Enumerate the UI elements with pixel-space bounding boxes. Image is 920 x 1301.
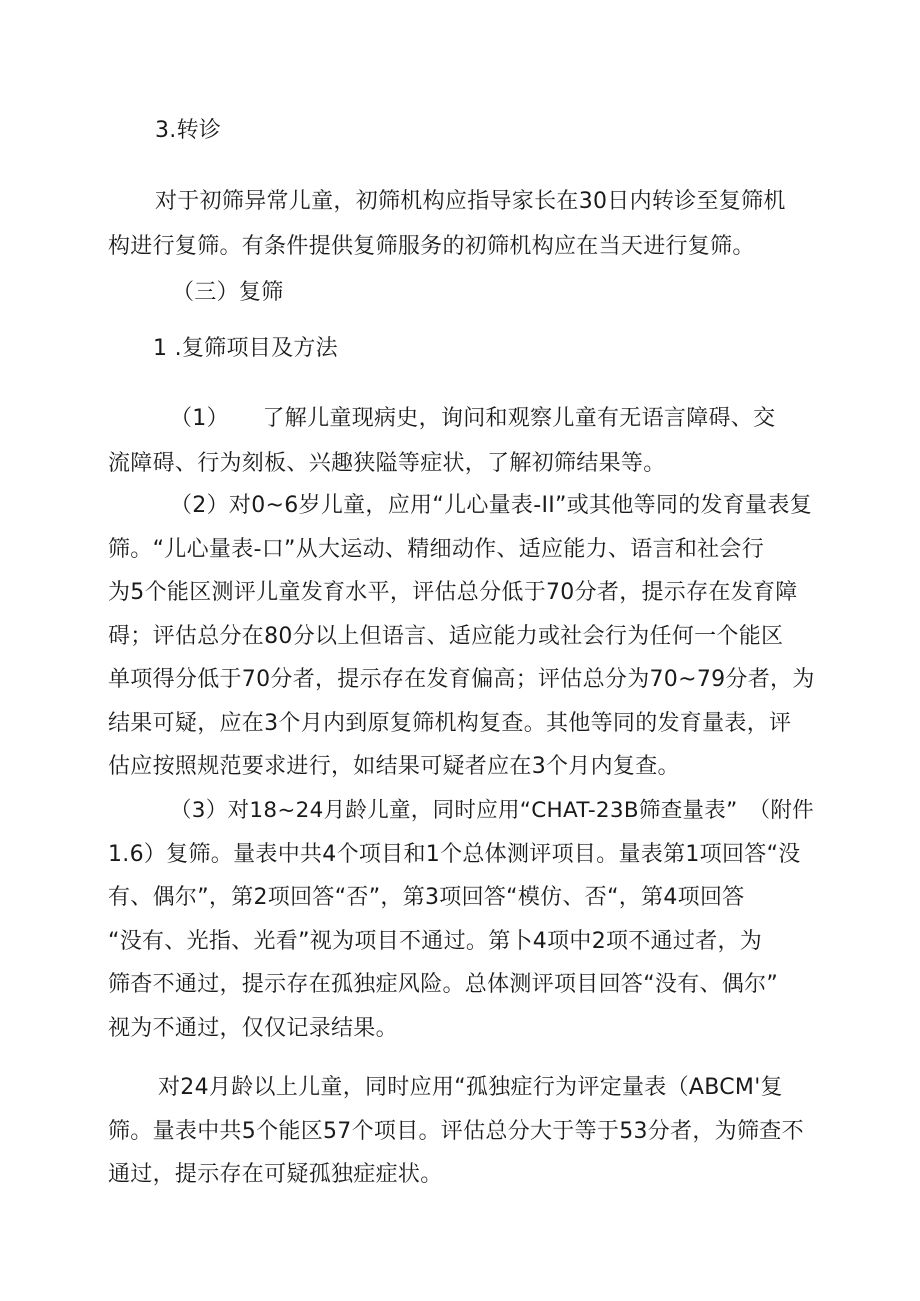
referral-line-2: 构进行复筛。有条件提供复筛服务的初筛机构应在当天进行复筛。 <box>108 234 755 259</box>
p1-line-2: 流障碍、行为刻板、兴趣狭隘等症状，了解初筛结果等。 <box>108 451 666 476</box>
referral-line-1: 对于初筛异常儿童，初筛机构应指导家长在30日内转诊至复筛机 <box>155 189 786 214</box>
p2-line-4: 碍；评估总分在80分以上但语言、适应能力或社会行为任何一个能区 <box>108 624 784 649</box>
heading-referral: 3.转诊 <box>155 118 222 143</box>
p3-line-5: 筛杳不通过，提示存在孤独症风险。总体测评项目回答“没有、偶尔” <box>108 972 779 997</box>
heading-section-3: （三）复筛 <box>172 280 284 305</box>
p3-line-4: “没有、光指、光看”视为项目不通过。第卜4项中2项不通过者，为 <box>108 929 763 954</box>
p2-line-7: 估应按照规范要求进行，如结果可疑者应在3个月内复查。 <box>108 754 680 779</box>
p3-line-1: （3）对18~24月龄儿童，同时应用“CHAT-23B筛查量表” （附件 <box>170 798 814 823</box>
p1-line-1: （1） 了解儿童现病史，询问和观察儿童有无语言障碍、交 <box>170 406 776 431</box>
p3-line-6: 视为不通过，仅仅记录结果。 <box>108 1016 398 1041</box>
p3-line-2: 1.6）复筛。量表中共4个项目和1个总体测评项目。量表第1项回答“没 <box>108 842 801 867</box>
p4-line-3: 通过，提示存在可疑孤独症症状。 <box>108 1162 443 1187</box>
heading-items-methods: 1 .复筛项目及方法 <box>153 336 338 361</box>
p4-line-1: 对24月龄以上儿童，同时应用“孤独症行为评定量表（ABCM'复 <box>158 1075 783 1100</box>
p2-line-2: 筛。“儿心量表-口”从大运动、精细动作、适应能力、语言和社会行 <box>108 537 765 562</box>
p2-line-5: 单项得分低于70分者，提示存在发育偏高；评估总分为70~79分者，为 <box>108 667 815 692</box>
p4-line-2: 筛。量表中共5个能区57个项目。评估总分大于等于53分者，为筛查不 <box>108 1119 804 1144</box>
p3-line-3: 有、偶尔”，第2项回答“否”，第3项回答“模仿、否“，第4项回答 <box>108 885 745 910</box>
p2-line-3: 为5个能区测评儿童发育水平，评估总分低于70分者，提示存在发育障 <box>108 580 798 605</box>
p2-line-6: 结果可疑，应在3个月内到原复筛机构复查。其他等同的发育量表，评 <box>108 711 792 736</box>
p2-line-1: （2）对0~6岁儿童，应用“儿心量表-II”或其他等同的发育量表复 <box>170 493 813 518</box>
